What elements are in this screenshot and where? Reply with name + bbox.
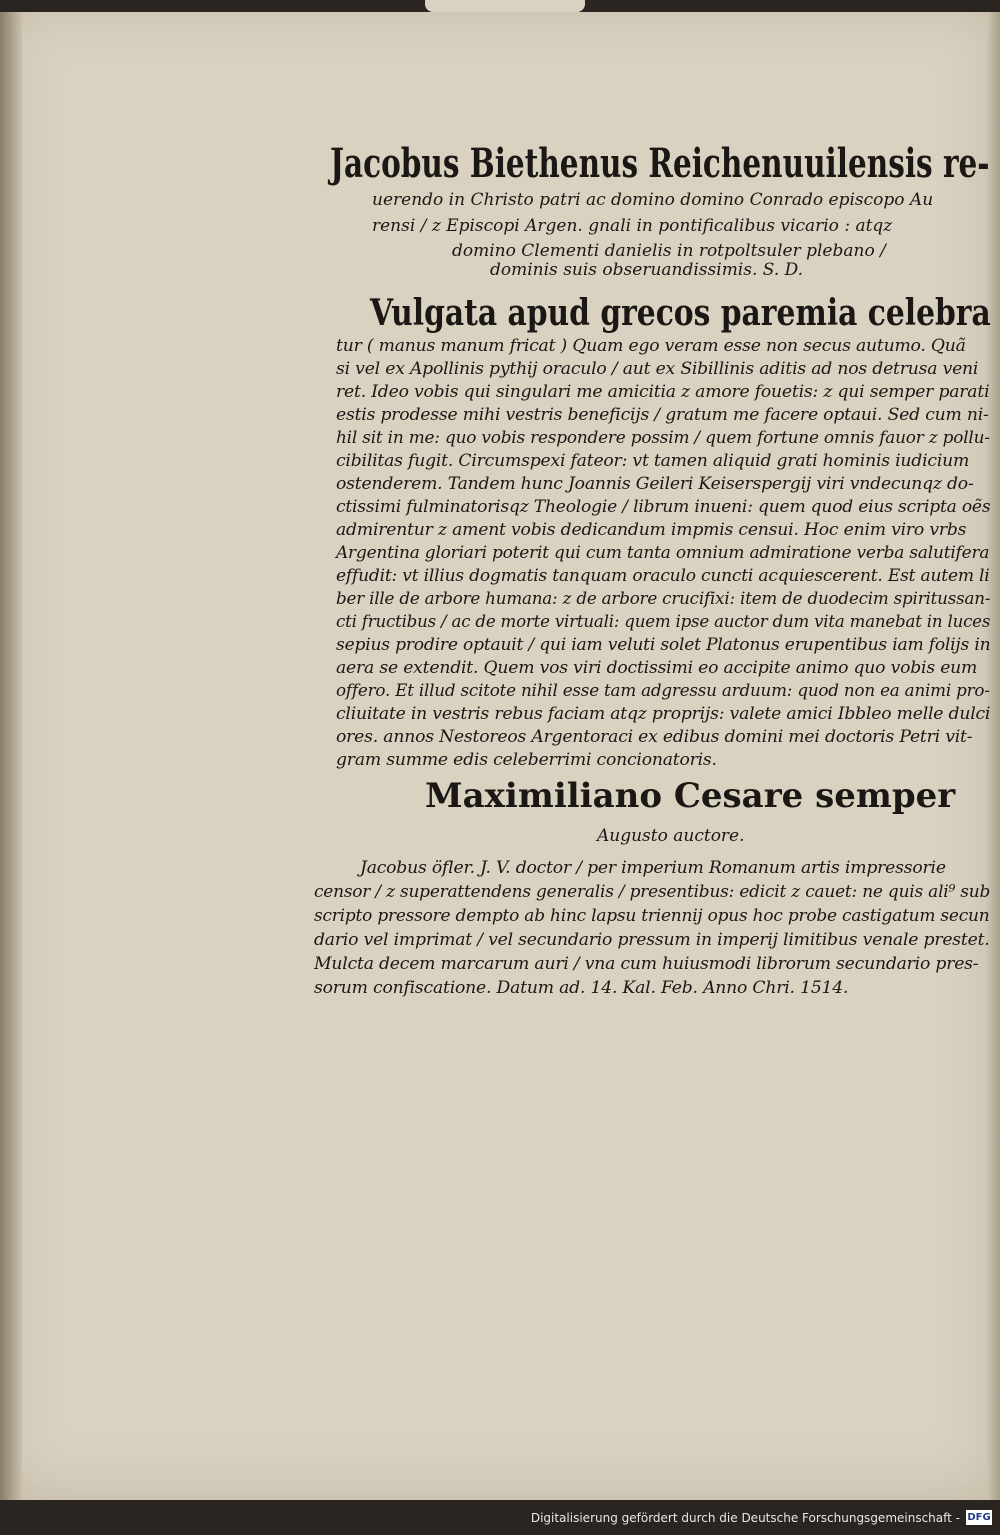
privilege-line: censor / z superattendens generalis / presentibus: edicit z cauet: ne quis ali⁹ sub: [314, 882, 991, 902]
preface-line: hil sit in me: quo vobis respondere possim / quem fortune omnis fauor z pollu-: [336, 428, 990, 448]
preface-line: estis prodesse mihi vestris beneficijs / gratum me facere optaui. Sed cum ni-: [336, 405, 989, 425]
dedication-line-1: uerendo in Christo patri ac domino domino Conrado episcopo Au: [372, 190, 934, 210]
privilege-line: scripto pressore dempto ab hinc lapsu triennij opus hoc probe castigatum secun: [314, 906, 990, 926]
privilege-line: sorum confiscatione. Datum ad. 14. Kal. Feb. Anno Chri. 1514.: [314, 978, 849, 998]
privilege-line: dario vel imprimat / vel secundario pressum in imperij limitibus venale prestet.: [314, 930, 990, 950]
preface-line: ctissimi fulminatorisqz Theologie / librum inueni: quem quod eius scripta oẽs: [336, 497, 991, 517]
preface-line: offero. Et illud scitote nihil esse tam adgressu arduum: quod non ea animi pro-: [336, 681, 990, 701]
privilege-subtitle: Augusto auctore.: [597, 826, 745, 846]
preface-line: si vel ex Apollinis pythij oraculo / aut ex Sibillinis aditis ad nos detrusa veni: [336, 359, 979, 379]
preface-line: admirentur z ament vobis dedicandum impmis censui. Hoc enim viro vrbs: [336, 520, 967, 540]
privilege-line: Jacobus öfler. J. V. doctor / per imperium Romanum artis impressorie: [360, 858, 946, 878]
preface-line: ber ille de arbore humana: z de arbore crucifixi: item de duodecim spiritussan-: [336, 589, 991, 609]
preface-line: tur ( manus manum fricat ) Quam ego veram esse non secus autumo. Quã: [336, 336, 966, 356]
dedication-line-4: dominis suis obseruandissimis. S. D.: [490, 260, 804, 280]
digitization-footer: [0, 1500, 1000, 1535]
page-top-tab: [425, 0, 585, 12]
dfg-logo: DFG: [967, 1512, 991, 1523]
preface-line: effudit: vt illius dogmatis tanquam oraculo cuncti acquiescerent. Est autem li: [336, 566, 990, 586]
preface-line: gram summe edis celeberrimi concionatoris.: [336, 750, 717, 770]
privilege-line: Mulcta decem marcarum auri / vna cum huiusmodi librorum secundario pres-: [314, 954, 979, 974]
dedication-line-3: domino Clementi danielis in rotpoltsuler plebano /: [452, 241, 886, 261]
heading-title: Jacobus Biethenus Reichenuuilensis re-: [330, 140, 990, 187]
footer-credit: Digitalisierung gefördert durch die Deutsche Forschungsgemeinschaft -: [530, 1511, 960, 1525]
page-right-edge: [986, 0, 1000, 1500]
preface-line: ores. annos Nestoreos Argentoraci ex edibus domini mei doctoris Petri vit-: [336, 727, 973, 747]
preface-line: ostenderem. Tandem hunc Joannis Geileri Keiserspergij viri vndecunqz do-: [336, 474, 974, 494]
preface-line: cibilitas fugit. Circumspexi fateor: vt tamen aliquid grati hominis iudicium: [336, 451, 970, 471]
page-binding: [0, 0, 22, 1500]
privilege-title: Maximiliano Cesare semper: [425, 776, 956, 816]
preface-line: sepius prodire optauit / qui iam veluti solet Platonus erupentibus iam folijs in: [336, 635, 991, 655]
preface-line: ret. Ideo vobis qui singulari me amicitia z amore fouetis: z qui semper parati: [336, 382, 990, 402]
preface-line: Argentina gloriari poterit qui cum tanta omnium admiratione verba salutifera: [336, 543, 990, 563]
preface-incipit: Vulgata apud grecos paremia celebra: [370, 292, 991, 334]
preface-line: cti fructibus / ac de morte virtuali: quem ipse auctor dum vita manebat in luces: [336, 612, 991, 632]
preface-line: aera se extendit. Quem vos viri doctissimi eo accipite animo quo vobis eum: [336, 658, 978, 678]
preface-line: cliuitate in vestris rebus faciam atqz proprijs: valete amici Ibbleo melle dulci: [336, 704, 991, 724]
dedication-line-2: rensi / z Episcopi Argen. gnali in pontificalibus vicario : atqz: [372, 216, 893, 236]
